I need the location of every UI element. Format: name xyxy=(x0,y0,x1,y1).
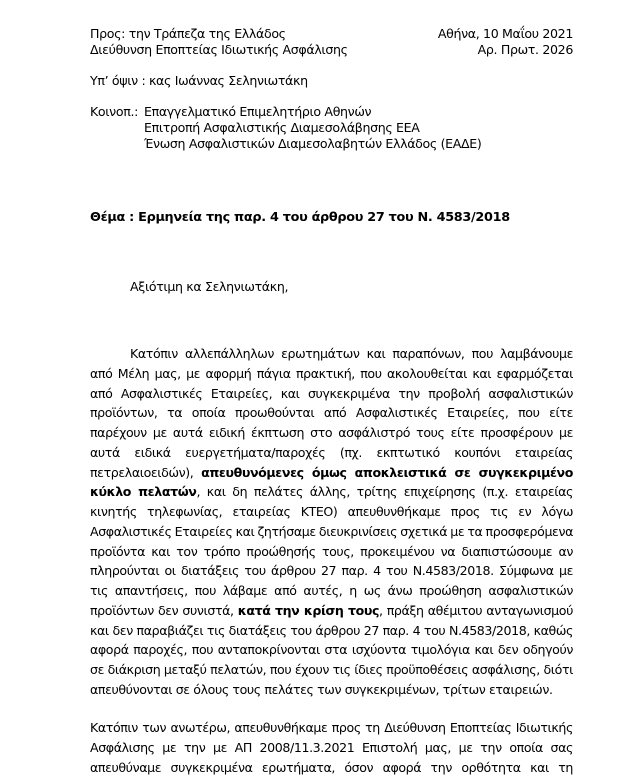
text-run: πετρελαιοειδών), xyxy=(90,465,201,480)
recipient-line-2: Διεύθυνση Εποπτείας Ιδιωτικής Ασφάλισης xyxy=(90,42,426,58)
bold-emphasis: κύκλο πελατών xyxy=(90,484,196,499)
subject-line: Θέμα : Ερμηνεία της παρ. 4 του άρθρου 27 του Ν. 4583/2018 xyxy=(90,210,573,226)
paragraph-line: αυτά ειδικά ευεργετήματα/παροχές (πχ. εκπτωτικό κουπόνι εταιρείας xyxy=(90,443,573,463)
paragraph-line: τις απαντήσεις, που λάβαμε από αυτές, η ως άνω προώθηση ασφαλιστικών xyxy=(90,581,573,601)
bold-emphasis: απευθυνόμενες όμως αποκλειστικά σε συγκεκριμένο xyxy=(201,465,573,480)
paragraph-1 xyxy=(90,344,573,700)
protocol-number: Αρ. Πρωτ. 2026 xyxy=(438,42,573,58)
recipient-line-1: Προς: την Τράπεζα της Ελλάδος xyxy=(90,26,426,42)
cc-recipient: Επαγγελματικό Επιμελητήριο Αθηνών xyxy=(144,104,573,120)
paragraph-line: σε διάκριση μεταξύ πελατών, που έχουν τις ίδιες προϋποθέσεις ασφάλισης, διότι xyxy=(90,660,573,680)
paragraph-line: από Ασφαλιστικές Εταιρείες, και συγκεκριμένα την προβολή ασφαλιστικών xyxy=(90,384,573,404)
paragraph-line: πληρούνται οι διατάξεις του άρθρου 27 παρ. 4 του Ν.4583/2018. Σύμφωνα με xyxy=(90,561,573,581)
paragraph-line xyxy=(90,601,573,621)
cc-block xyxy=(90,104,573,152)
paragraph-line: Ασφαλιστικές Εταιρείες και ζητήσαμε διευκρινίσεις σχετικά με τα προσφερόμενα xyxy=(90,522,573,542)
cc-label: Κοινοπ.: xyxy=(90,104,138,152)
paragraph-line: Κατόπιν αλλεπάλληλων ερωτημάτων και παραπόνων, που λαμβάνουμε xyxy=(90,344,573,364)
paragraph-line: προϊόντων, τα οποία προωθούνται από Ασφαλιστικές Εταιρείες, που είτε xyxy=(90,403,573,423)
paragraph-line: Κατόπιν των ανωτέρω, απευθυνθήκαμε προς τη Διεύθυνση Εποπτείας Ιδιωτικής xyxy=(90,718,573,738)
text-run: , και δη πελάτες άλλης, τρίτης επιχείρησης (π.χ. εταιρείας xyxy=(196,484,573,499)
letter-header xyxy=(90,26,573,58)
paragraph-line: απευθύνονται σε όλους τους πελάτες των συγκεκριμένων, τρίτων εταιρειών. xyxy=(90,680,573,700)
recipient-block xyxy=(90,26,426,58)
paragraph-line: Ασφάλισης με την με ΑΠ 2008/11.3.2021 Επιστολή μας, με την οποία σας xyxy=(90,738,573,758)
attention-line: Υπ’ όψιν : κας Ιωάννας Σεληνιωτάκη xyxy=(90,73,573,89)
paragraph-2 xyxy=(90,718,573,777)
paragraph-line: παρέχουν με αυτά ειδική έκπτωση στο ασφάλιστρό τους είτε προσφέρουν με xyxy=(90,423,573,443)
paragraph-line: προϊόντα και τον τρόπο προώθησής τους, προκειμένου να διαπιστώσουμε αν xyxy=(90,542,573,562)
paragraph-line: κινητής τηλεφωνίας, εταιρείας ΚΤΕΟ) απευθυνθήκαμε προς τις εν λόγω xyxy=(90,502,573,522)
paragraph-line: αφορά παροχές, που ανταποκρίνονται στα ισχύοντα τιμολόγια και δεν οδηγούν xyxy=(90,640,573,660)
text-run: προϊόντων δεν συνιστά, xyxy=(90,603,238,618)
paragraph-line: και δεν παραβιάζει τις διατάξεις του άρθρου 27 παρ. 4 του Ν.4583/2018, καθώς xyxy=(90,621,573,641)
cc-list xyxy=(144,104,573,152)
letter-date: Αθήνα, 10 Μαΐου 2021 xyxy=(438,26,573,42)
cc-recipient: Επιτροπή Ασφαλιστικής Διαμεσολάβησης ΕΕΑ xyxy=(144,120,573,136)
paragraph-line: απευθύναμε συγκεκριμένα ερωτήματα, όσον αφορά την ορθότητα και τη xyxy=(90,758,573,777)
date-block xyxy=(438,26,573,58)
paragraph-line: από Μέλη μας, με αφορμή πάγια πρακτική, που ακολουθείται και εφαρμόζεται xyxy=(90,364,573,384)
cc-recipient: Ένωση Ασφαλιστικών Διαμεσολαβητών Ελλάδος (ΕΑΔΕ) xyxy=(144,136,573,152)
paragraph-line xyxy=(90,482,573,502)
paragraph-line xyxy=(90,463,573,483)
salutation: Αξιότιμη κα Σεληνιωτάκη, xyxy=(130,279,288,295)
text-run: , πράξη αθέμιτου ανταγωνισμού xyxy=(379,603,573,618)
bold-emphasis: κατά την κρίση τους xyxy=(238,603,379,618)
